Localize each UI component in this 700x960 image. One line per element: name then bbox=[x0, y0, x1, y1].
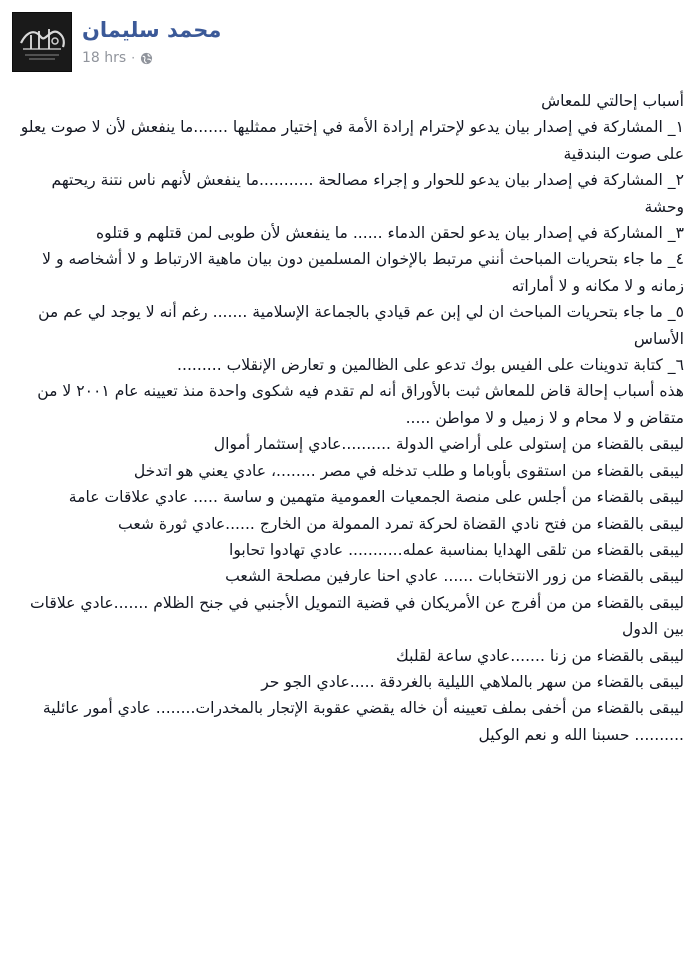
post-line: ٥_ ما جاء بتحريات المباحث ان لي إبن عم قيادي بالجماعة الإسلامية ....... رغم أنه لا يوجد لي عم من الأساس bbox=[38, 303, 684, 348]
post-line: ٣_ المشاركة في إصدار بيان يدعو لحقن الدماء ...... ما ينفعش لأن طوبى لمن قتلهم و قتلوه bbox=[96, 224, 684, 243]
post-line: ليبقى بالقضاء من إستولى على أراضي الدولة ..........عادي إستثمار أموال bbox=[213, 435, 684, 454]
timestamp[interactable]: 18 hrs bbox=[82, 50, 127, 66]
post-line: ١_ المشاركة في إصدار بيان يدعو لإحترام إرادة الأمة في إختيار ممثليها .......ما ينفعش لأن لا صوت يعلو على صوت البندقية bbox=[20, 118, 684, 163]
post-line: هذه أسباب إحالة قاض للمعاش ثبت بالأوراق أنه لم تقدم فيه شكوى واحدة منذ تعيينه عام ٢٠٠١ لا من متقاض و لا محام و لا زميل و لا مواطن ..... bbox=[37, 382, 684, 427]
calligraphy-logo bbox=[13, 13, 71, 71]
post-line: .......... حسبنا الله و نعم الوكيل bbox=[478, 725, 684, 744]
post-line: ليبقى بالقضاء من سهر بالملاهي الليلية بالغردقة .....عادي الجو حر bbox=[261, 672, 684, 691]
post-line: ليبقى بالقضاء من استقوى بأوباما و طلب تدخله في مصر ........، عادي يعني هو اتدخل bbox=[133, 461, 684, 480]
post-meta bbox=[82, 50, 153, 66]
post-line: ٢_ المشاركة في إصدار بيان يدعو للحوار و إجراء مصالحة ...........ما ينفعش لأنهم ناس نتنة ريحتهم وحشة bbox=[51, 171, 684, 216]
avatar[interactable] bbox=[12, 12, 72, 72]
post-header bbox=[12, 12, 688, 76]
post-line: ليبقى بالقضاء من من أفرج عن الأمريكان في قضية التمويل الأجنبي في جنح الظلام .......عادي علاقات بين الدول bbox=[29, 593, 684, 639]
post-line: ليبقى بالقضاء من أخفى بملف تعيينه أن خاله يقضي عقوبة الإتجار بالمخدرات........ عادي أمور عائلية bbox=[42, 699, 684, 718]
post-line: ليبقى بالقضاء من زنا .......عادي ساعة لقلبك bbox=[395, 646, 684, 665]
post-line: ٦_ كتابة تدوينات على الفيس بوك تدعو على الظالمين و تعارض الإنقلاب ......... bbox=[177, 356, 684, 375]
globe-icon[interactable] bbox=[140, 52, 153, 65]
post-line: ليبقى بالقضاء من زور الانتخابات ...... عادي احنا عارفين مصلحة الشعب bbox=[225, 567, 684, 586]
post-line: ليبقى بالقضاء من تلقى الهدايا بمناسبة عمله........... عادي تهادوا تحابوا bbox=[229, 540, 684, 559]
post-line: أسباب إحالتي للمعاش bbox=[541, 92, 684, 110]
meta-separator: · bbox=[131, 51, 136, 65]
author-name[interactable]: محمد سليمان bbox=[82, 18, 222, 42]
post-line: ليبقى بالقضاء من فتح نادي القضاة لحركة تمرد الممولة من الخارج ......عادي ثورة شعب bbox=[118, 514, 684, 533]
post-line: ليبقى بالقضاء من أجلس على منصة الجمعيات العمومية متهمين و ساسة ..... عادي علاقات عامة bbox=[68, 488, 684, 507]
post-line: ٤_ ما جاء بتحريات المباحث أنني مرتبط بالإخوان المسلمين دون بيان ماهية الارتباط و لا أشخاصه و لا زمانه و لا مكانه و لا أماراته bbox=[42, 250, 684, 295]
post-body bbox=[16, 88, 684, 748]
